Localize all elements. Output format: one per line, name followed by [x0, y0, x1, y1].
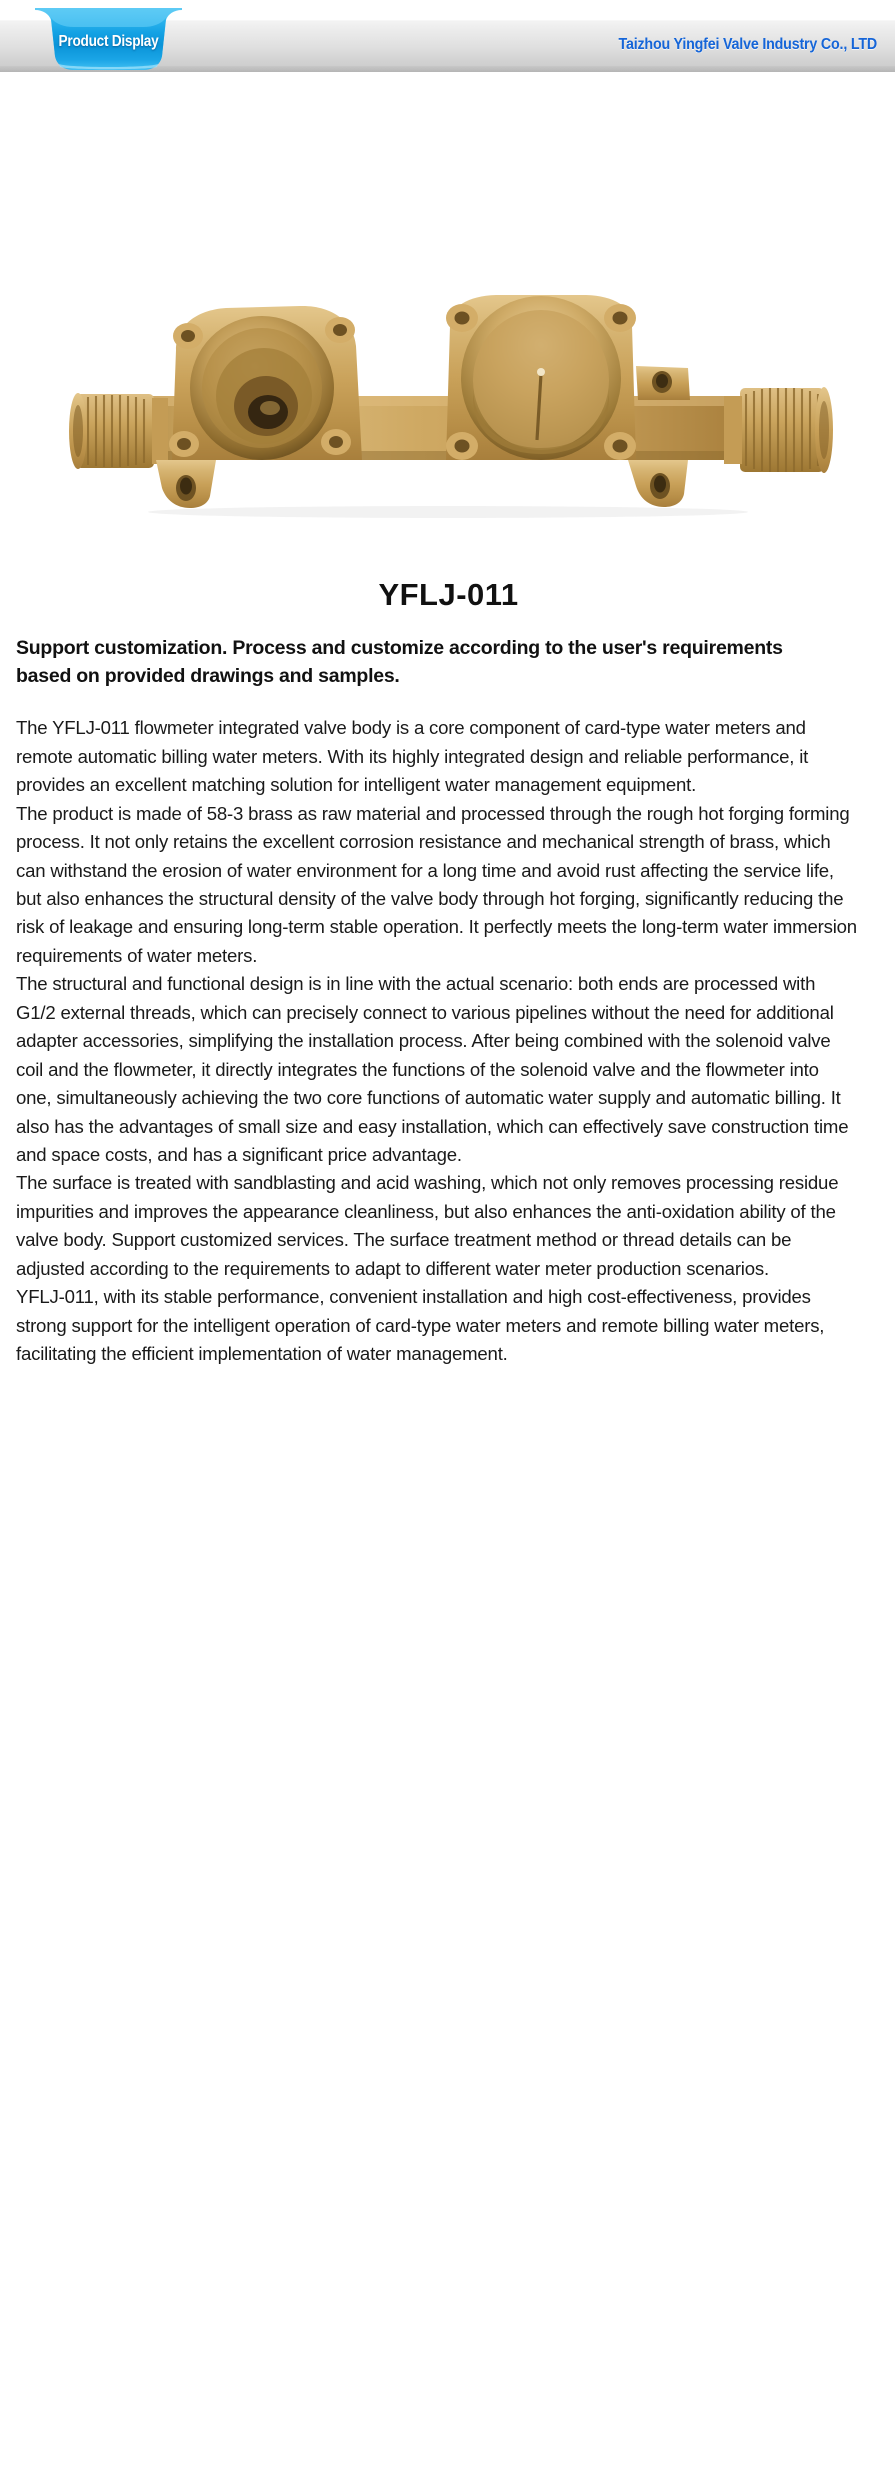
page-title: YFLJ-011: [378, 577, 519, 612]
left-thread: [69, 393, 168, 469]
product-image-stage: [0, 78, 895, 565]
brass-valve-body-icon: [48, 248, 848, 518]
paragraph-design: The structural and functional design is in line with the actual scenario: both ends are processed with G1/2 external threads, which can precisely connect to various pipelines without the need for additional adapter accessories, simplifying the installation process. After being combined with the solenoid valve coil and the flowmeter, it directly integrates the functions of the solenoid valve and the flowmeter into one, simultaneously achieving the two core functions of automatic water supply and automatic billing. It also has the advantages of small size and easy installation, which can effectively save construction time and space costs, and has a significant price advantage.: [16, 973, 849, 1165]
solenoid-valve-port: [169, 306, 362, 460]
ribbon-label: Product Display: [58, 33, 159, 50]
description-body: [16, 714, 881, 1368]
left-mounting-lug: [156, 460, 216, 508]
customization-subtitle: Support customization. Process and customize according to the user's requirements based on provided drawings and samples.: [16, 637, 783, 687]
product-display-ribbon[interactable]: [35, 8, 182, 72]
company-name: Taizhou Yingfei Valve Industry Co., LTD: [618, 36, 877, 53]
product-photo: [48, 248, 848, 518]
side-ear-lug: [636, 366, 690, 400]
right-mounting-lug: [628, 460, 688, 507]
flowmeter-chamber-port: [446, 295, 636, 460]
right-thread: [724, 387, 833, 473]
paragraph-surface-treatment: The surface is treated with sandblasting and acid washing, which not only removes processing residue impurities and improves the appearance cleanliness, but also enhances the anti-oxidation ability of the valve body. Support customized services. The surface treatment method or thread details can be adjusted according to the requirements to adapt to different water meter production scenarios.: [16, 1172, 839, 1279]
paragraph-overview: The YFLJ-011 flowmeter integrated valve body is a core component of card-type water meters and remote automatic billing water meters. With its highly integrated design and reliable performance, it provides an excellent matching solution for intelligent water management equipment.: [16, 717, 809, 796]
page-header: [0, 0, 895, 78]
product-description-section: [0, 565, 895, 1368]
paragraph-summary: YFLJ-011, with its stable performance, convenient installation and high cost-effectiveness, provides strong support for the intelligent operation of card-type water meters and remote billing water meters, facilitating the efficient implementation of water management.: [16, 1286, 825, 1364]
paragraph-material: The product is made of 58-3 brass as raw material and processed through the rough hot forging forming process. It not only retains the excellent corrosion resistance and mechanical strength of brass, which can withstand the erosion of water environment for a long time and avoid rust affecting the service life, but also enhances the structural density of the valve body through hot forging, significantly reducing the risk of leakage and ensuring long-term stable operation. It perfectly meets the long-term water immersion requirements of water meters.: [16, 802, 857, 966]
